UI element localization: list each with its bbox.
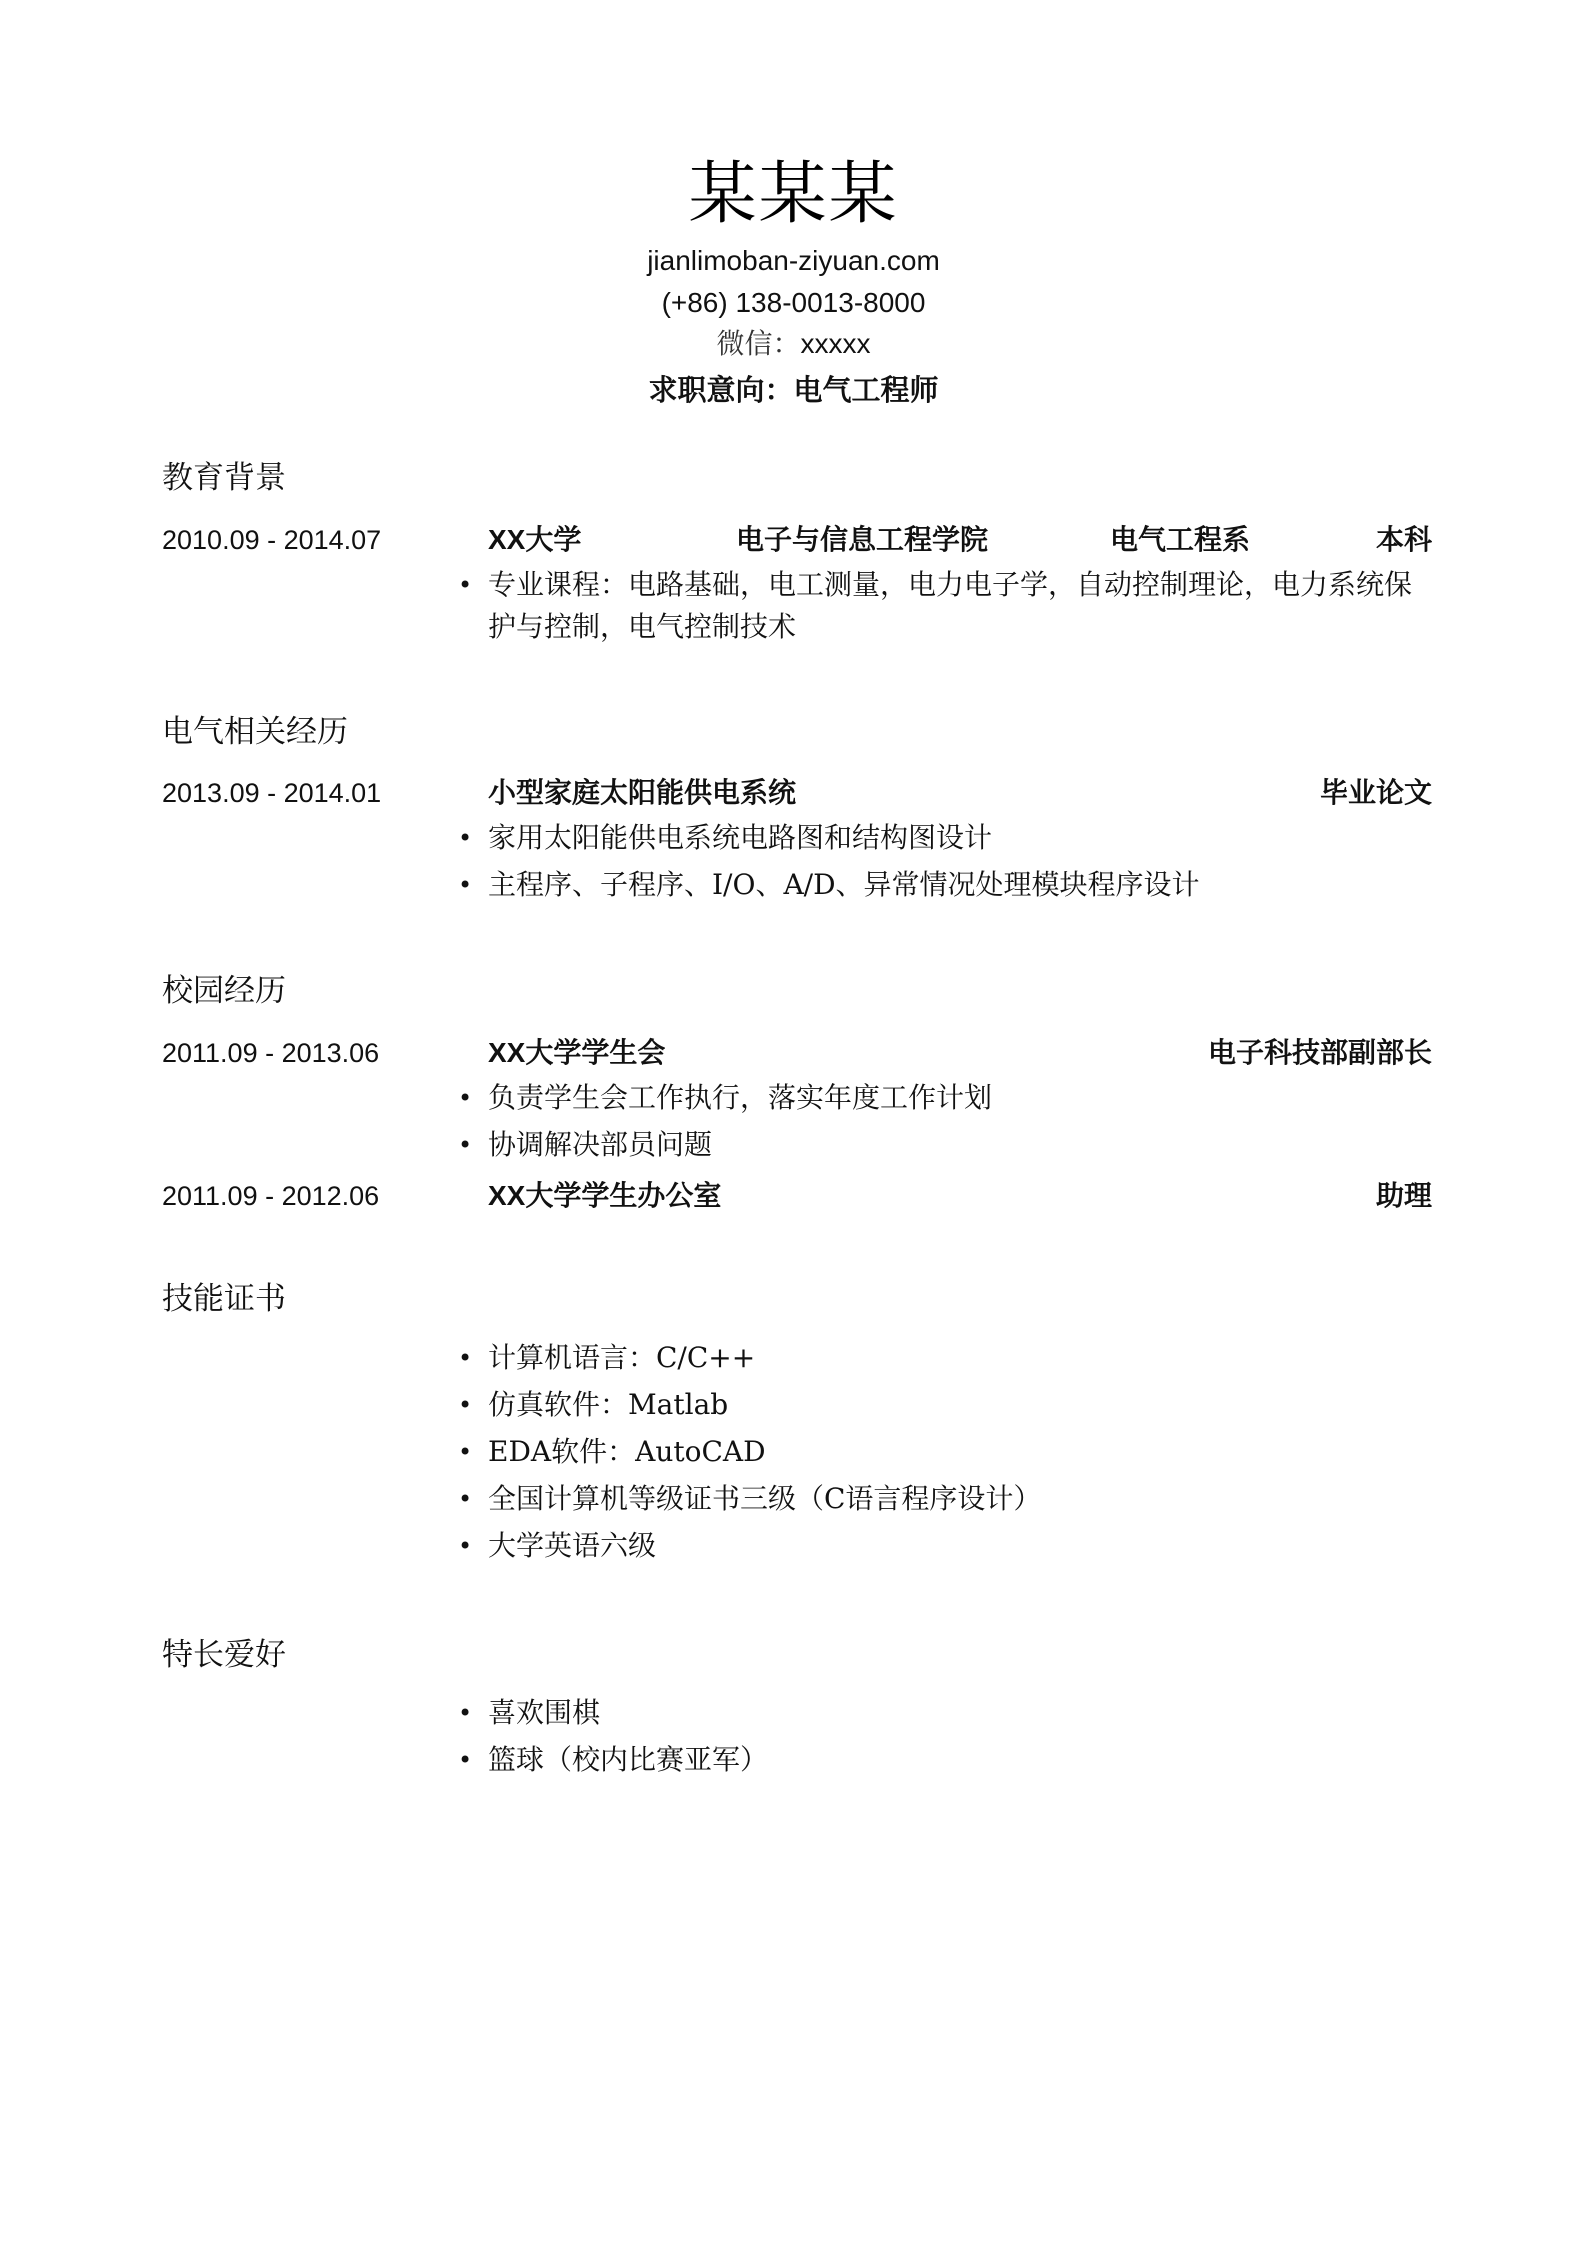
list-item: • 家用太阳能供电系统电路图和结构图设计 bbox=[458, 817, 1434, 859]
project-name: 小型家庭太阳能供电系统 bbox=[488, 776, 797, 809]
degree: 本科 bbox=[1375, 523, 1432, 556]
list-item: • 专业课程：电路基础，电工测量，电力电子学，自动控制理论，电力系统保护与控制，电气控制技术 bbox=[458, 564, 1434, 648]
job-intent: 求职意向：电气工程师 bbox=[648, 373, 939, 407]
list-item: • 协调解决部员问题 bbox=[458, 1124, 1434, 1166]
school-name: XX大学 bbox=[488, 523, 582, 556]
campus-role: 电子科技部副部长 bbox=[1207, 1036, 1432, 1069]
wechat-line bbox=[0, 322, 1587, 366]
campus-org: XX大学学生会 bbox=[488, 1036, 666, 1069]
section-title-hobbies: 特长爱好 bbox=[162, 1637, 286, 1673]
hobbies-bullets bbox=[458, 1692, 1434, 1786]
resume-header bbox=[0, 150, 1587, 414]
section-title-skills: 技能证书 bbox=[162, 1281, 286, 1317]
education-bullets bbox=[458, 564, 1434, 653]
section-title-campus: 校园经历 bbox=[162, 973, 286, 1009]
campus-bullets bbox=[458, 1077, 1434, 1171]
wechat-value: xxxxx bbox=[800, 328, 871, 359]
campus-date: 2011.09 - 2013.06 bbox=[162, 1038, 380, 1068]
campus-role: 助理 bbox=[1375, 1179, 1432, 1212]
campus-row bbox=[162, 1176, 1432, 1216]
department-name: 电气工程系 bbox=[1110, 523, 1251, 556]
section-title-education: 教育背景 bbox=[162, 460, 286, 496]
phone-text: (+86) 138-0013-8000 bbox=[661, 287, 926, 318]
campus-org: XX大学学生办公室 bbox=[488, 1179, 722, 1212]
electrical-date: 2013.09 - 2014.01 bbox=[162, 778, 382, 808]
candidate-name: 某某某 bbox=[688, 155, 899, 234]
list-item: • 喜欢围棋 bbox=[458, 1692, 1434, 1734]
education-date: 2010.09 - 2014.07 bbox=[162, 525, 382, 555]
project-role: 毕业论文 bbox=[1319, 776, 1432, 809]
list-item: • 负责学生会工作执行，落实年度工作计划 bbox=[458, 1077, 1434, 1119]
section-title-electrical: 电气相关经历 bbox=[162, 714, 348, 750]
website-text: jianlimoban-ziyuan.com bbox=[647, 245, 940, 276]
wechat-label: 微信： bbox=[716, 327, 801, 360]
list-item: • 大学英语六级 bbox=[458, 1525, 1434, 1567]
electrical-bullets bbox=[458, 817, 1434, 911]
list-item: • EDA软件：AutoCAD bbox=[458, 1431, 1434, 1473]
list-item: • 仿真软件：Matlab bbox=[458, 1384, 1434, 1426]
list-item: • 主程序、子程序、I/O、A/D、异常情况处理模块程序设计 bbox=[458, 864, 1434, 906]
education-row bbox=[162, 520, 1432, 560]
list-item: • 篮球（校内比赛亚军） bbox=[458, 1739, 1434, 1781]
college-name: 电子与信息工程学院 bbox=[736, 523, 989, 556]
electrical-row bbox=[162, 773, 1432, 813]
list-item: • 全国计算机等级证书三级（C语言程序设计） bbox=[458, 1478, 1434, 1520]
list-item: • 计算机语言：C/C++ bbox=[458, 1337, 1434, 1379]
campus-row bbox=[162, 1033, 1432, 1073]
skills-bullets bbox=[458, 1337, 1434, 1572]
campus-date: 2011.09 - 2012.06 bbox=[162, 1181, 380, 1211]
